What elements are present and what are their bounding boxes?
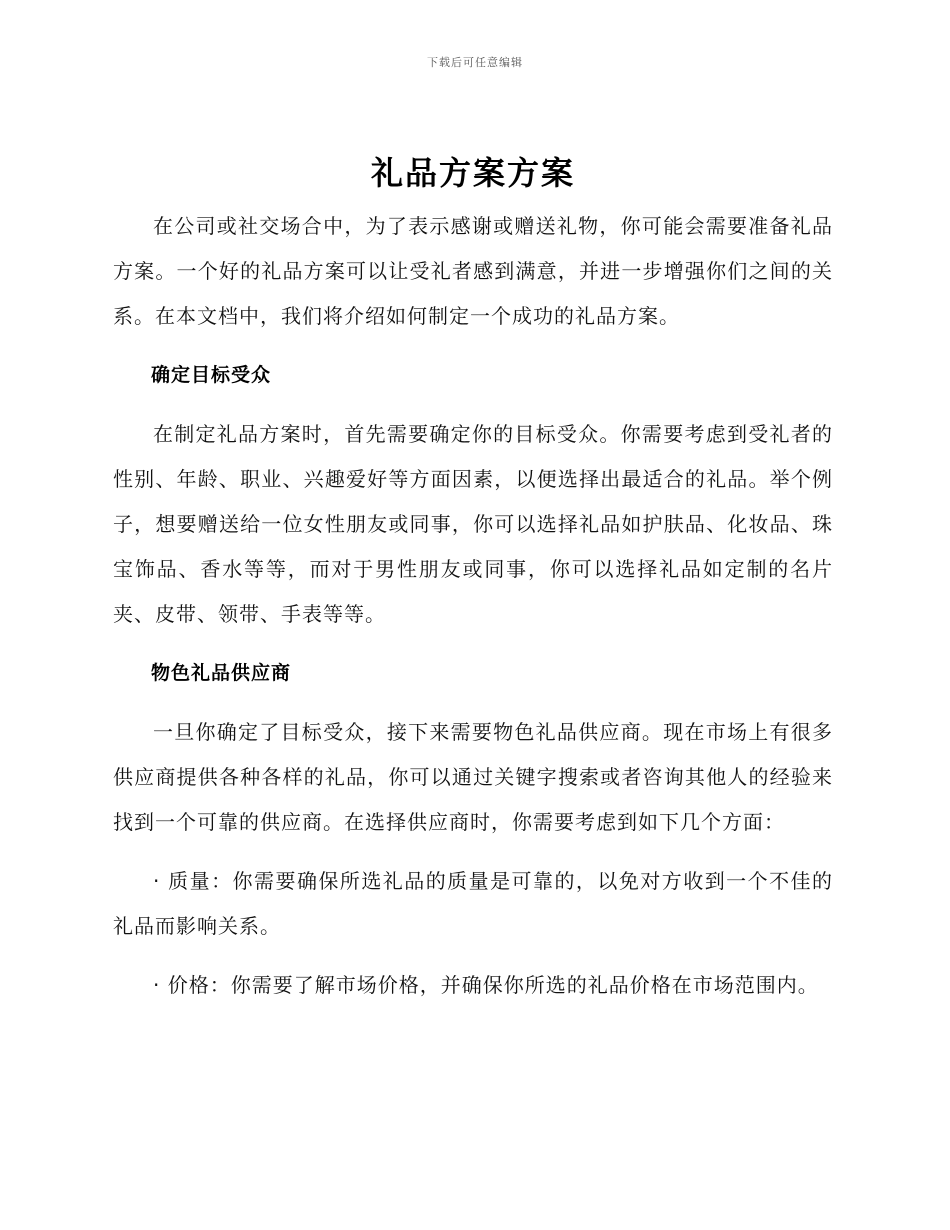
intro-paragraph: 在公司或社交场合中，为了表示感谢或赠送礼物，你可能会需要准备礼品方案。一个好的礼品方案可以让受礼者感到满意，并进一步增强你们之间的关系。在本文档中，我们将介绍如何制定一个成功的礼品方案。 [113,214,833,328]
section-heading-target-audience: 确定目标受众 [151,364,272,386]
bullet-item-price: · 价格：你需要了解市场价格，并确保你所选的礼品价格在市场范围内。 [153,973,819,997]
section-paragraph-suppliers: 一旦你确定了目标受众，接下来需要物色礼品供应商。现在市场上有很多供应商提供各种各样的礼品，你可以通过关键字搜索或者咨询其他人的经验来找到一个可靠的供应商。在选择供应商时，你需要考虑到如下几个方面： [113,720,833,834]
document-title: 礼品方案方案 [370,154,575,192]
section-heading-suppliers: 物色礼品供应商 [151,662,292,684]
section-paragraph-target-audience: 在制定礼品方案时，首先需要确定你的目标受众。你需要考虑到受礼者的性别、年龄、职业、兴趣爱好等方面因素，以便选择出最适合的礼品。举个例子，想要赠送给一位女性朋友或同事，你可以选择礼品如护肤品、化妆品、珠宝饰品、香水等等，而对于男性朋友或同事，你可以选择礼品如定制的名片夹、皮带、领带、手表等等。 [113,422,833,626]
header-note: 下载后可任意编辑 [427,56,523,69]
document-body [113,150,833,1022]
bullet-item-quality: · 质量：你需要确保所选礼品的质量是可靠的，以免对方收到一个不佳的礼品而影响关系。 [113,869,833,938]
